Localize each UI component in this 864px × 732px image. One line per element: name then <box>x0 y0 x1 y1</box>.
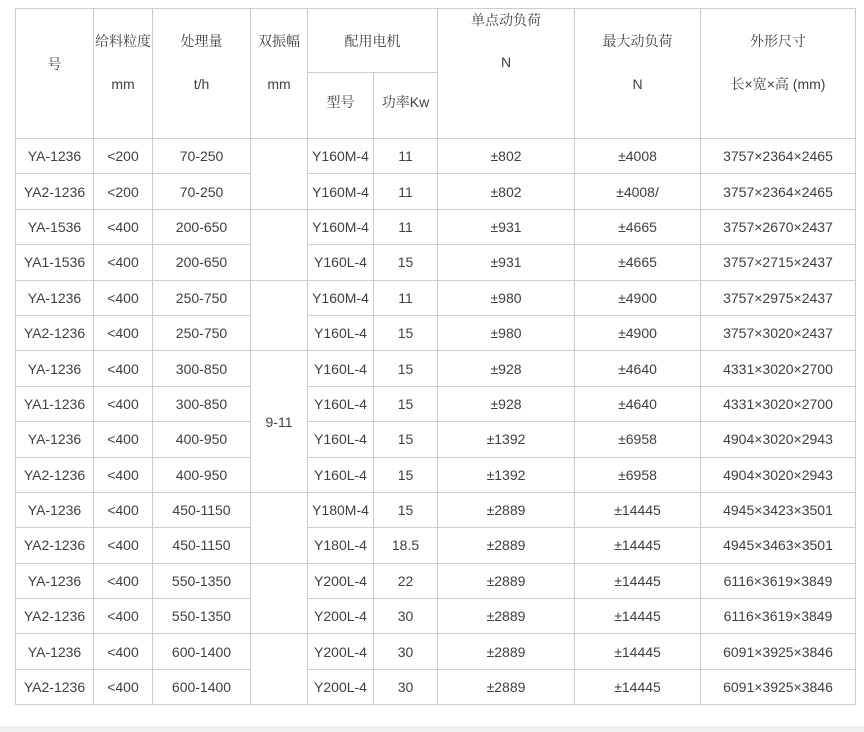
table-row <box>16 386 856 421</box>
header-motor-group: 配用电机 <box>308 9 438 73</box>
cell-feed-size: <400 <box>94 528 153 563</box>
cell-dimensions: 4331×3020×2700 <box>701 351 856 386</box>
cell-capacity: 550-1350 <box>153 563 251 598</box>
cell-model: YA-1236 <box>16 139 94 174</box>
header-amplitude-unit: mm <box>267 76 291 92</box>
cell-amplitude <box>251 209 308 280</box>
cell-feed-size: <400 <box>94 245 153 280</box>
cell-feed-size: <400 <box>94 492 153 527</box>
cell-model: YA1-1236 <box>16 386 94 421</box>
cell-model: YA2-1236 <box>16 457 94 492</box>
cell-motor-power: 30 <box>374 634 438 669</box>
table-row <box>16 492 856 527</box>
cell-motor-power: 22 <box>374 563 438 598</box>
header-capacity <box>153 9 251 139</box>
cell-model: YA-1236 <box>16 492 94 527</box>
table-row <box>16 634 856 669</box>
cell-feed-size: <400 <box>94 563 153 598</box>
cell-capacity: 250-750 <box>153 280 251 315</box>
cell-motor-power: 11 <box>374 174 438 209</box>
cell-capacity: 200-650 <box>153 245 251 280</box>
cell-model: YA-1236 <box>16 351 94 386</box>
cell-motor-model: Y160L-4 <box>308 245 374 280</box>
cell-motor-power: 30 <box>374 669 438 704</box>
table-row <box>16 422 856 457</box>
cell-feed-size: <400 <box>94 315 153 350</box>
header-feed-size-title: 给料粒度 <box>95 33 151 49</box>
cell-dimensions: 3757×2364×2465 <box>701 174 856 209</box>
cell-motor-model: Y180M-4 <box>308 492 374 527</box>
cell-model: YA1-1536 <box>16 245 94 280</box>
header-single-point-load <box>438 9 575 139</box>
cell-capacity: 600-1400 <box>153 669 251 704</box>
cell-single-point-load: ±2889 <box>438 634 575 669</box>
table-row <box>16 457 856 492</box>
cell-single-point-load: ±2889 <box>438 492 575 527</box>
table-row <box>16 139 856 174</box>
table-row <box>16 280 856 315</box>
cell-amplitude <box>251 492 308 563</box>
cell-model: YA-1236 <box>16 563 94 598</box>
cell-motor-model: Y160L-4 <box>308 386 374 421</box>
cell-motor-power: 15 <box>374 457 438 492</box>
cell-amplitude <box>251 634 308 705</box>
spec-table <box>15 8 856 705</box>
cell-max-load: ±4008/ <box>575 174 701 209</box>
cell-capacity: 400-950 <box>153 422 251 457</box>
table-header <box>16 9 856 139</box>
cell-dimensions: 3757×2715×2437 <box>701 245 856 280</box>
cell-motor-model: Y200L-4 <box>308 563 374 598</box>
cell-motor-power: 18.5 <box>374 528 438 563</box>
cell-single-point-load: ±928 <box>438 351 575 386</box>
cell-max-load: ±4665 <box>575 209 701 244</box>
cell-single-point-load: ±2889 <box>438 599 575 634</box>
cell-capacity: 70-250 <box>153 139 251 174</box>
header-amplitude-title: 双振幅 <box>258 33 300 49</box>
cell-dimensions: 6091×3925×3846 <box>701 669 856 704</box>
cell-dimensions: 3757×2364×2465 <box>701 139 856 174</box>
table-row <box>16 351 856 386</box>
table-body <box>16 139 856 705</box>
cell-max-load: ±14445 <box>575 599 701 634</box>
cell-single-point-load: ±1392 <box>438 457 575 492</box>
cell-model: YA-1236 <box>16 280 94 315</box>
cell-motor-power: 15 <box>374 492 438 527</box>
cell-motor-model: Y160M-4 <box>308 280 374 315</box>
header-single-point-load-unit: N <box>500 54 512 70</box>
cell-feed-size: <200 <box>94 139 153 174</box>
cell-feed-size: <400 <box>94 599 153 634</box>
header-max-load <box>575 9 701 139</box>
cell-max-load: ±4008 <box>575 139 701 174</box>
cell-single-point-load: ±980 <box>438 315 575 350</box>
cell-motor-model: Y160L-4 <box>308 422 374 457</box>
cell-capacity: 300-850 <box>153 386 251 421</box>
cell-single-point-load: ±980 <box>438 280 575 315</box>
header-capacity-unit: t/h <box>193 76 210 92</box>
cell-single-point-load: ±928 <box>438 386 575 421</box>
cell-capacity: 600-1400 <box>153 634 251 669</box>
table-row <box>16 563 856 598</box>
cell-feed-size: <400 <box>94 669 153 704</box>
cell-model: YA-1536 <box>16 209 94 244</box>
cell-feed-size: <400 <box>94 422 153 457</box>
cell-max-load: ±14445 <box>575 669 701 704</box>
table-row <box>16 669 856 704</box>
table-row <box>16 599 856 634</box>
cell-dimensions: 3757×2670×2437 <box>701 209 856 244</box>
cell-single-point-load: ±802 <box>438 139 575 174</box>
cell-motor-power: 11 <box>374 139 438 174</box>
cell-max-load: ±14445 <box>575 563 701 598</box>
cell-dimensions: 6116×3619×3849 <box>701 599 856 634</box>
table-row <box>16 174 856 209</box>
cell-motor-model: Y200L-4 <box>308 634 374 669</box>
header-dimensions <box>701 9 856 139</box>
cell-motor-model: Y160M-4 <box>308 139 374 174</box>
cell-capacity: 70-250 <box>153 174 251 209</box>
table-row <box>16 209 856 244</box>
cell-max-load: ±4900 <box>575 280 701 315</box>
cell-amplitude <box>251 563 308 634</box>
cell-amplitude <box>251 139 308 210</box>
cell-single-point-load: ±2889 <box>438 563 575 598</box>
header-motor-model: 型号 <box>308 73 374 139</box>
cell-single-point-load: ±931 <box>438 209 575 244</box>
cell-motor-model: Y160M-4 <box>308 174 374 209</box>
cell-dimensions: 6091×3925×3846 <box>701 634 856 669</box>
header-max-load-unit: N <box>632 76 643 92</box>
cell-max-load: ±14445 <box>575 528 701 563</box>
cell-feed-size: <400 <box>94 634 153 669</box>
cell-model: YA2-1236 <box>16 669 94 704</box>
cell-capacity: 200-650 <box>153 209 251 244</box>
table-row <box>16 245 856 280</box>
cell-feed-size: <400 <box>94 209 153 244</box>
cell-amplitude <box>251 280 308 351</box>
header-single-point-load-title: 单点动负荷 <box>471 12 541 28</box>
cell-single-point-load: ±802 <box>438 174 575 209</box>
table-row <box>16 315 856 350</box>
cell-max-load: ±6958 <box>575 457 701 492</box>
cell-dimensions: 4945×3423×3501 <box>701 492 856 527</box>
cell-motor-power: 30 <box>374 599 438 634</box>
cell-single-point-load: ±2889 <box>438 528 575 563</box>
cell-motor-power: 15 <box>374 422 438 457</box>
cell-capacity: 450-1150 <box>153 492 251 527</box>
cell-dimensions: 4904×3020×2943 <box>701 422 856 457</box>
cell-single-point-load: ±931 <box>438 245 575 280</box>
bottom-divider <box>0 726 864 732</box>
header-max-load-title: 最大动负荷 <box>602 33 673 49</box>
cell-capacity: 550-1350 <box>153 599 251 634</box>
cell-motor-power: 15 <box>374 386 438 421</box>
cell-model: YA-1236 <box>16 634 94 669</box>
cell-max-load: ±4900 <box>575 315 701 350</box>
header-dimensions-unit: 长×宽×高 (mm) <box>730 76 826 92</box>
cell-capacity: 300-850 <box>153 351 251 386</box>
cell-motor-model: Y180L-4 <box>308 528 374 563</box>
cell-capacity: 400-950 <box>153 457 251 492</box>
header-capacity-title: 处理量 <box>180 33 223 49</box>
cell-feed-size: <400 <box>94 457 153 492</box>
cell-dimensions: 3757×2975×2437 <box>701 280 856 315</box>
cell-model: YA-1236 <box>16 422 94 457</box>
cell-max-load: ±4640 <box>575 386 701 421</box>
cell-motor-power: 15 <box>374 315 438 350</box>
cell-dimensions: 3757×3020×2437 <box>701 315 856 350</box>
cell-capacity: 250-750 <box>153 315 251 350</box>
cell-max-load: ±14445 <box>575 492 701 527</box>
header-row-1 <box>16 9 856 73</box>
cell-max-load: ±6958 <box>575 422 701 457</box>
header-feed-size <box>94 9 153 139</box>
cell-amplitude: 9-11 <box>251 351 308 493</box>
cell-motor-power: 11 <box>374 280 438 315</box>
cell-model: YA2-1236 <box>16 528 94 563</box>
cell-motor-model: Y160L-4 <box>308 457 374 492</box>
cell-motor-model: Y160L-4 <box>308 315 374 350</box>
header-feed-size-unit: mm <box>111 76 135 92</box>
cell-feed-size: <200 <box>94 174 153 209</box>
cell-motor-model: Y160M-4 <box>308 209 374 244</box>
header-amplitude <box>251 9 308 139</box>
table-row <box>16 528 856 563</box>
cell-motor-power: 15 <box>374 351 438 386</box>
cell-single-point-load: ±1392 <box>438 422 575 457</box>
cell-feed-size: <400 <box>94 351 153 386</box>
cell-model: YA2-1236 <box>16 315 94 350</box>
cell-feed-size: <400 <box>94 386 153 421</box>
cell-model: YA2-1236 <box>16 174 94 209</box>
cell-motor-model: Y160L-4 <box>308 351 374 386</box>
header-motor-power: 功率Kw <box>374 73 438 139</box>
cell-max-load: ±4665 <box>575 245 701 280</box>
cell-max-load: ±14445 <box>575 634 701 669</box>
header-model: 号 <box>16 9 94 139</box>
cell-motor-power: 11 <box>374 209 438 244</box>
cell-capacity: 450-1150 <box>153 528 251 563</box>
cell-dimensions: 4331×3020×2700 <box>701 386 856 421</box>
cell-single-point-load: ±2889 <box>438 669 575 704</box>
cell-feed-size: <400 <box>94 280 153 315</box>
header-dimensions-title: 外形尺寸 <box>750 33 806 49</box>
cell-motor-model: Y200L-4 <box>308 599 374 634</box>
cell-model: YA2-1236 <box>16 599 94 634</box>
cell-dimensions: 4945×3463×3501 <box>701 528 856 563</box>
cell-motor-model: Y200L-4 <box>308 669 374 704</box>
cell-motor-power: 15 <box>374 245 438 280</box>
cell-dimensions: 4904×3020×2943 <box>701 457 856 492</box>
cell-max-load: ±4640 <box>575 351 701 386</box>
cell-dimensions: 6116×3619×3849 <box>701 563 856 598</box>
